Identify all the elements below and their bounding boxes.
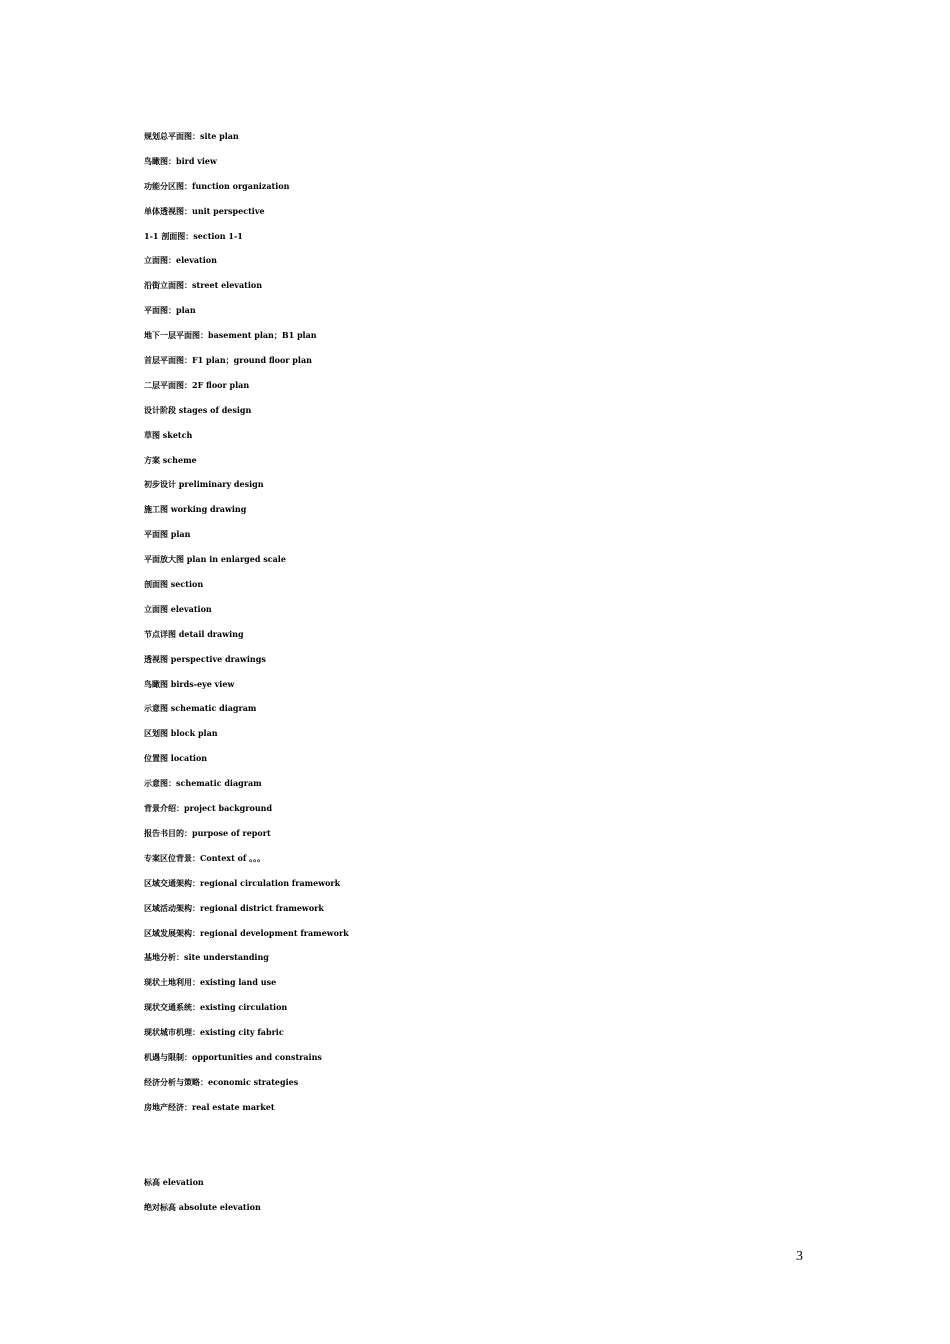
- term-line: 规划总平面图：site plan: [144, 131, 239, 141]
- term-list: [144, 130, 764, 1126]
- term-line: 报告书目的：purpose of report: [144, 827, 271, 838]
- term-line: 节点详图 detail drawing: [144, 628, 244, 639]
- term-line: 设计阶段 stages of design: [144, 404, 252, 415]
- term-line: 平面图：plan: [144, 305, 196, 316]
- term-line: 位置图 location: [144, 753, 208, 764]
- term-line: 鸟瞰图 birds-eye view: [144, 678, 235, 689]
- term-line: 平面图 plan: [144, 529, 191, 540]
- term-line: 功能分区图：function organization: [144, 180, 290, 191]
- term-line: 方案 scheme: [144, 454, 197, 465]
- term-line: 首层平面图：F1 plan；ground floor plan: [144, 355, 312, 366]
- term-line: 现状交通系统：existing circulation: [144, 1002, 288, 1013]
- term-line: 房地产经济：real estate market: [144, 1101, 275, 1112]
- term-line: 专案区位背景：Context of 。。。: [144, 852, 266, 863]
- term-line: 平面放大图 plan in enlarged scale: [144, 554, 286, 565]
- term-line: 现状土地利用：existing land use: [144, 977, 277, 988]
- term-line: 初步设计 preliminary design: [144, 479, 264, 490]
- term-line: 二层平面图：2F floor plan: [144, 379, 250, 390]
- term-line: 基地分析：site understanding: [144, 952, 269, 963]
- term-line: 立面图 elevation: [144, 603, 212, 614]
- term-list-elevation: [144, 1176, 764, 1226]
- term-line: 单体透视图：unit perspective: [144, 205, 265, 216]
- term-line: 地下一层平面图：basement plan；B1 plan: [144, 330, 317, 341]
- term-line: 草图 sketch: [144, 429, 193, 440]
- term-line: 示意图 schematic diagram: [144, 703, 257, 714]
- term-line: 绝对标高 absolute elevation: [144, 1201, 261, 1212]
- term-line: 区划图 block plan: [144, 728, 218, 739]
- term-line: 1-1 剖面图：section 1-1: [144, 230, 243, 241]
- term-line: 沿街立面图：street elevation: [144, 280, 263, 291]
- term-line: 区域活动架构：regional district framework: [144, 902, 324, 913]
- term-line: 经济分析与策略：economic strategies: [144, 1076, 299, 1087]
- term-line: 立面图：elevation: [144, 255, 217, 266]
- term-line: 标高 elevation: [144, 1177, 204, 1187]
- term-line: 现状城市机理：existing city fabric: [144, 1027, 284, 1038]
- term-line: 施工图 working drawing: [144, 504, 247, 515]
- term-line: 区域交通架构：regional circulation framework: [144, 877, 341, 888]
- term-line: 背景介绍：project background: [144, 803, 273, 814]
- term-line: 鸟瞰图：bird view: [144, 155, 217, 166]
- term-line: 透视图 perspective drawings: [144, 653, 266, 664]
- term-line: 剖面图 section: [144, 579, 204, 590]
- term-line: 区域发展架构：regional development framework: [144, 927, 349, 938]
- term-line: 机遇与限制：opportunities and constrains: [144, 1051, 322, 1062]
- term-line: 示意图：schematic diagram: [144, 778, 262, 789]
- page-number: 3: [796, 1249, 803, 1264]
